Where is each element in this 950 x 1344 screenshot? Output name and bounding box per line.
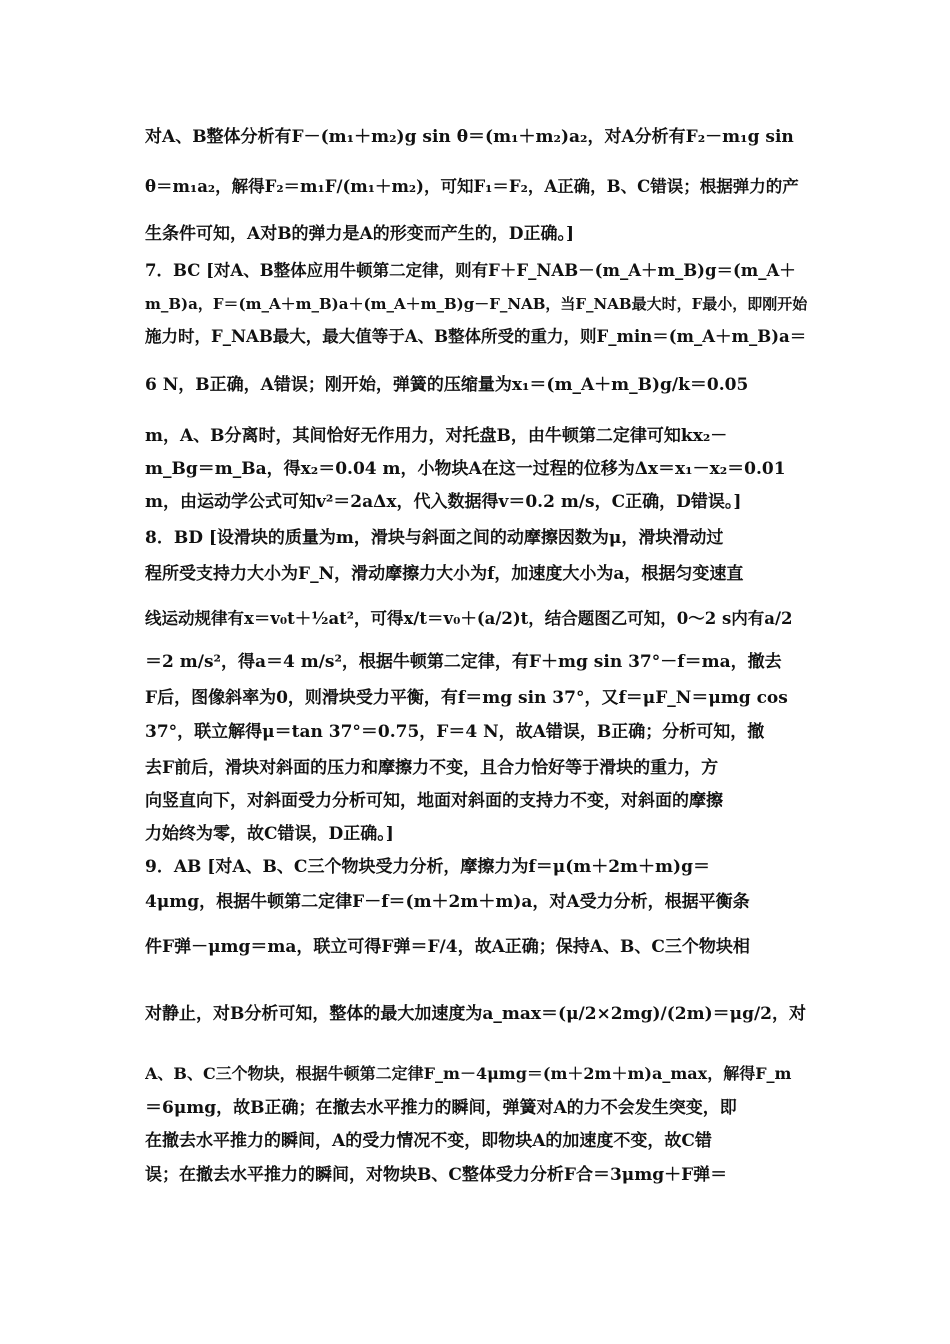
text-line: m_Bg＝m_Ba，得x₂＝0.04 m，小物块A在这一过程的位移为Δx＝x₁－x₂＝0.01 xyxy=(145,459,786,479)
text-line: m_B)a，F＝(m_A＋m_B)a＋(m_A＋m_B)g－F_NAB，当F_NAB最大时，F最小，即刚开始 xyxy=(145,295,807,313)
text-line: 件F弹－μmg＝ma，联立可得F弹＝F/4，故A正确；保持A、B、C三个物块相 xyxy=(145,937,750,957)
text-line: 程所受支持力大小为F_N，滑动摩擦力大小为f，加速度大小为a，根据匀变速直 xyxy=(145,564,744,584)
text-line: 对A、B整体分析有F－(m₁＋m₂)g sin θ＝(m₁＋m₂)a₂，对A分析有F₂－m₁g sin xyxy=(145,127,794,147)
text-line: 4μmg，根据牛顿第二定律F－f＝(m＋2m＋m)a，对A受力分析，根据平衡条 xyxy=(145,892,750,912)
text-line: m，A、B分离时，其间恰好无作用力，对托盘B，由牛顿第二定律可知kx₂－ xyxy=(145,426,728,446)
text-line: 9．AB [对A、B、C三个物块受力分析，摩擦力为f＝μ(m＋2m＋m)g＝ xyxy=(145,857,710,877)
text-line: F后，图像斜率为0，则滑块受力平衡，有f＝mg sin 37°，又f＝μF_N＝μmg cos xyxy=(145,688,788,708)
text-line: 施力时，F_NAB最大，最大值等于A、B整体所受的重力，则F_min＝(m_A＋m_B)a＝ xyxy=(145,327,807,346)
text-line: 7．BC [对A、B整体应用牛顿第二定律，则有F＋F_NAB－(m_A＋m_B)g＝(m_A＋ xyxy=(145,261,796,280)
text-line: 6 N，B正确，A错误；刚开始，弹簧的压缩量为x₁＝(m_A＋m_B)g/k＝0.05 xyxy=(145,375,749,395)
text-line: 37°，联立解得μ＝tan 37°＝0.75，F＝4 N，故A错误，B正确；分析可知，撤 xyxy=(145,722,765,742)
text-line: 8．BD [设滑块的质量为m，滑块与斜面之间的动摩擦因数为μ，滑块滑动过 xyxy=(145,528,724,548)
text-line: 误；在撤去水平推力的瞬间，对物块B、C整体受力分析F合＝3μmg＋F弹＝ xyxy=(145,1165,728,1185)
text-line: 在撤去水平推力的瞬间，A的受力情况不变，即物块A的加速度不变，故C错 xyxy=(145,1131,712,1151)
text-line: 向竖直向下，对斜面受力分析可知，地面对斜面的支持力不变，对斜面的摩擦 xyxy=(145,791,723,811)
text-line: m，由运动学公式可知v²＝2aΔx，代入数据得v＝0.2 m/s，C正确，D错误。] xyxy=(145,492,742,512)
text-line: 线运动规律有x＝v₀t＋½at²，可得x/t＝v₀＋(a/2)t，结合题图乙可知，0～2 s内有a/2 xyxy=(145,609,793,628)
text-line: θ＝m₁a₂，解得F₂＝m₁F/(m₁＋m₂)，可知F₁＝F₂，A正确，B、C错误；根据弹力的产 xyxy=(145,177,799,196)
text-line: 力始终为零，故C错误，D正确。] xyxy=(145,824,394,844)
text-line: A、B、C三个物块，根据牛顿第二定律F_m－4μmg＝(m＋2m＋m)a_max，解得F_m xyxy=(145,1064,792,1083)
text-line: ＝6μmg，故B正确；在撤去水平推力的瞬间，弹簧对A的力不会发生突变，即 xyxy=(145,1098,737,1118)
text-line: 生条件可知，A对B的弹力是A的形变而产生的，D正确。] xyxy=(145,224,575,244)
text-line: 对静止，对B分析可知，整体的最大加速度为a_max＝(μ/2×2mg)/(2m)＝μg/2，对 xyxy=(145,1004,807,1024)
text-line: ＝2 m/s²，得a＝4 m/s²，根据牛顿第二定律，有F＋mg sin 37°－f＝ma，撤去 xyxy=(145,652,782,672)
text-line: 去F前后，滑块对斜面的压力和摩擦力不变，且合力恰好等于滑块的重力，方 xyxy=(145,758,719,778)
